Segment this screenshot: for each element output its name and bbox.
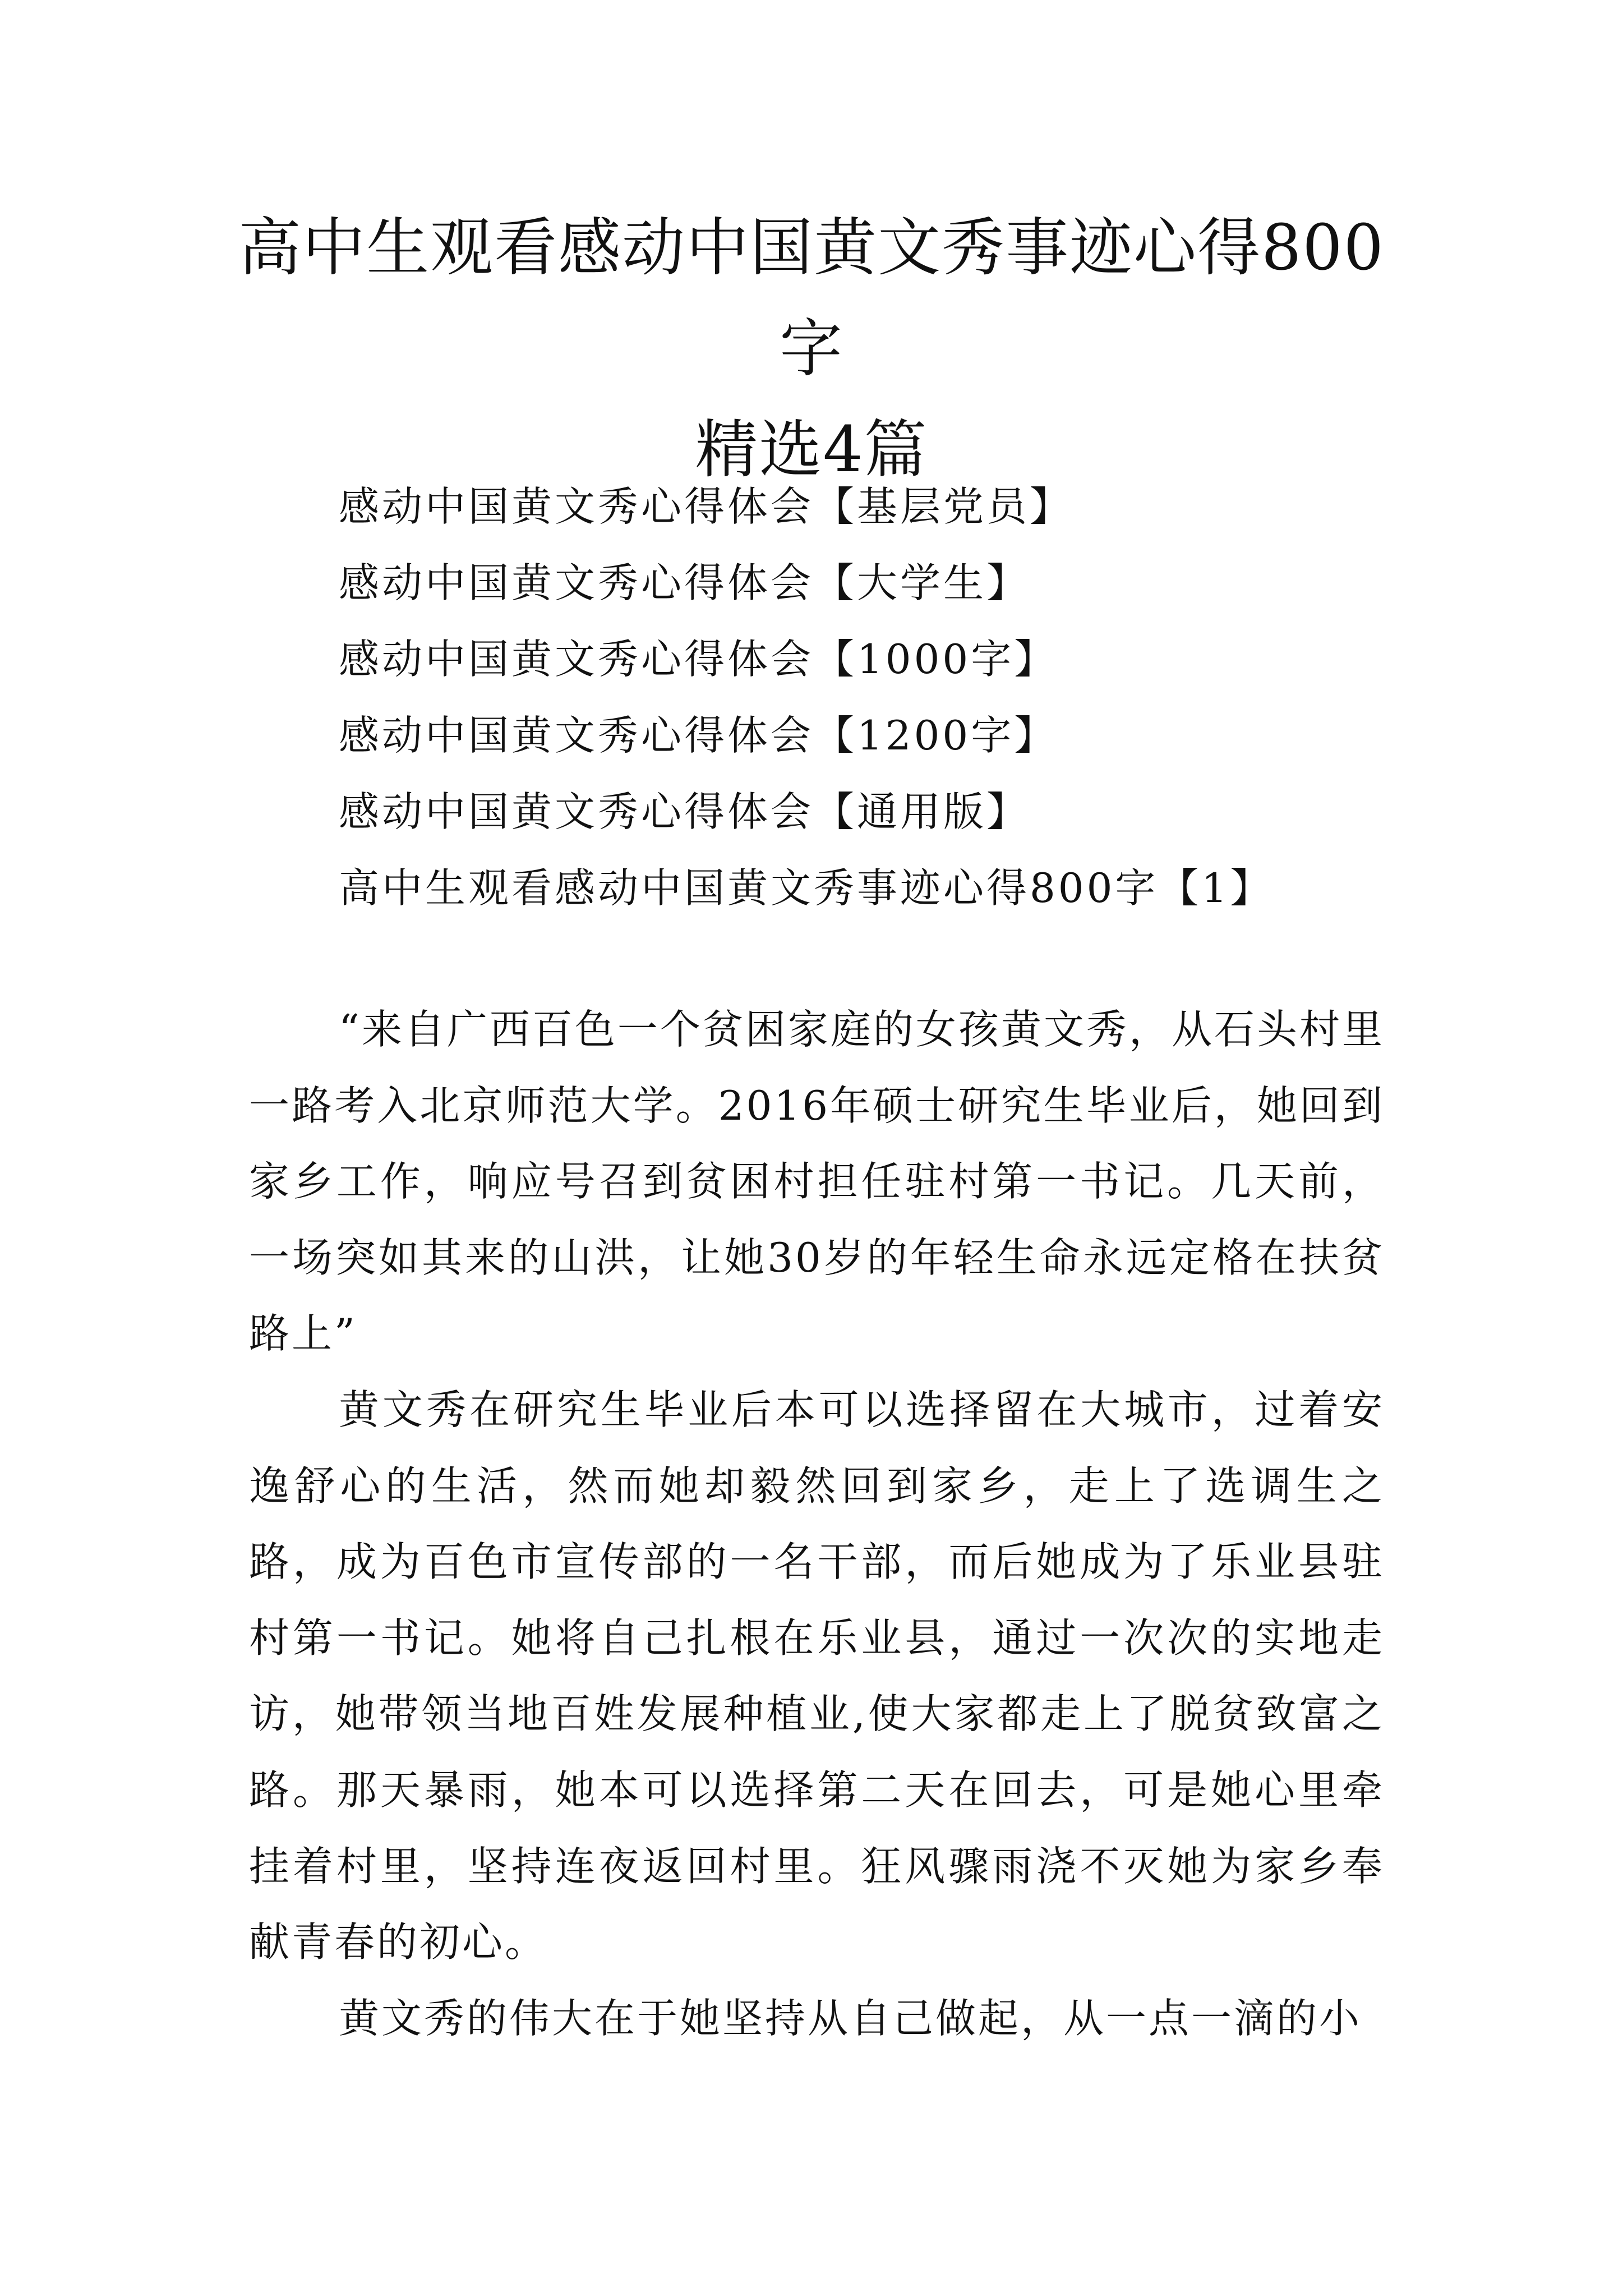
toc-item: 感动中国黄文秀心得体会【基层党员】 (339, 483, 1073, 530)
toc-item: 感动中国黄文秀心得体会【通用版】 (339, 788, 1030, 835)
title-line-1: 高中生观看感动中国黄文秀事迹心得800字 (238, 211, 1385, 385)
toc-item: 高中生观看感动中国黄文秀事迹心得800字【1】 (339, 864, 1274, 912)
toc-item: 感动中国黄文秀心得体会【1200字】 (339, 712, 1058, 759)
paragraph: 黄文秀的伟大在于她坚持从自己做起，从一点一滴的小 (339, 1994, 1362, 2042)
table-of-contents (339, 468, 1404, 926)
title-line-2: 精选4篇 (695, 413, 928, 486)
paragraph: “来自广西百色一个贫困家庭的女孩黄文秀，从石头村里一路考入北京师范大学。2016年硕士研究生毕业后，她回到家乡工作，响应号召到贫困村担任驻村第一书记。几天前，一场突如其来的山洪，让她30岁的年轻生命永远定格在扶贫路上” (249, 1006, 1385, 1358)
article-body (249, 992, 1385, 2056)
paragraph: 黄文秀在研究生毕业后本可以选择留在大城市，过着安逸舒心的生活，然而她却毅然回到家乡，走上了选调生之路，成为百色市宣传部的一名干部，而后她成为了乐业县驻村第一书记。她将自己扎根在乐业县，通过一次次的实地走访，她带领当地百姓发展种植业,使大家都走上了脱贫致富之路。那天暴雨，她本可以选择第二天在回去，可是她心里牵挂着村里，坚持连夜返回村里。狂风骤雨浇不灭她为家乡奉献青春的初心。 (249, 1386, 1385, 1966)
toc-item: 感动中国黄文秀心得体会【1000字】 (339, 636, 1058, 683)
document-title (236, 197, 1387, 500)
toc-item: 感动中国黄文秀心得体会【大学生】 (339, 559, 1030, 606)
